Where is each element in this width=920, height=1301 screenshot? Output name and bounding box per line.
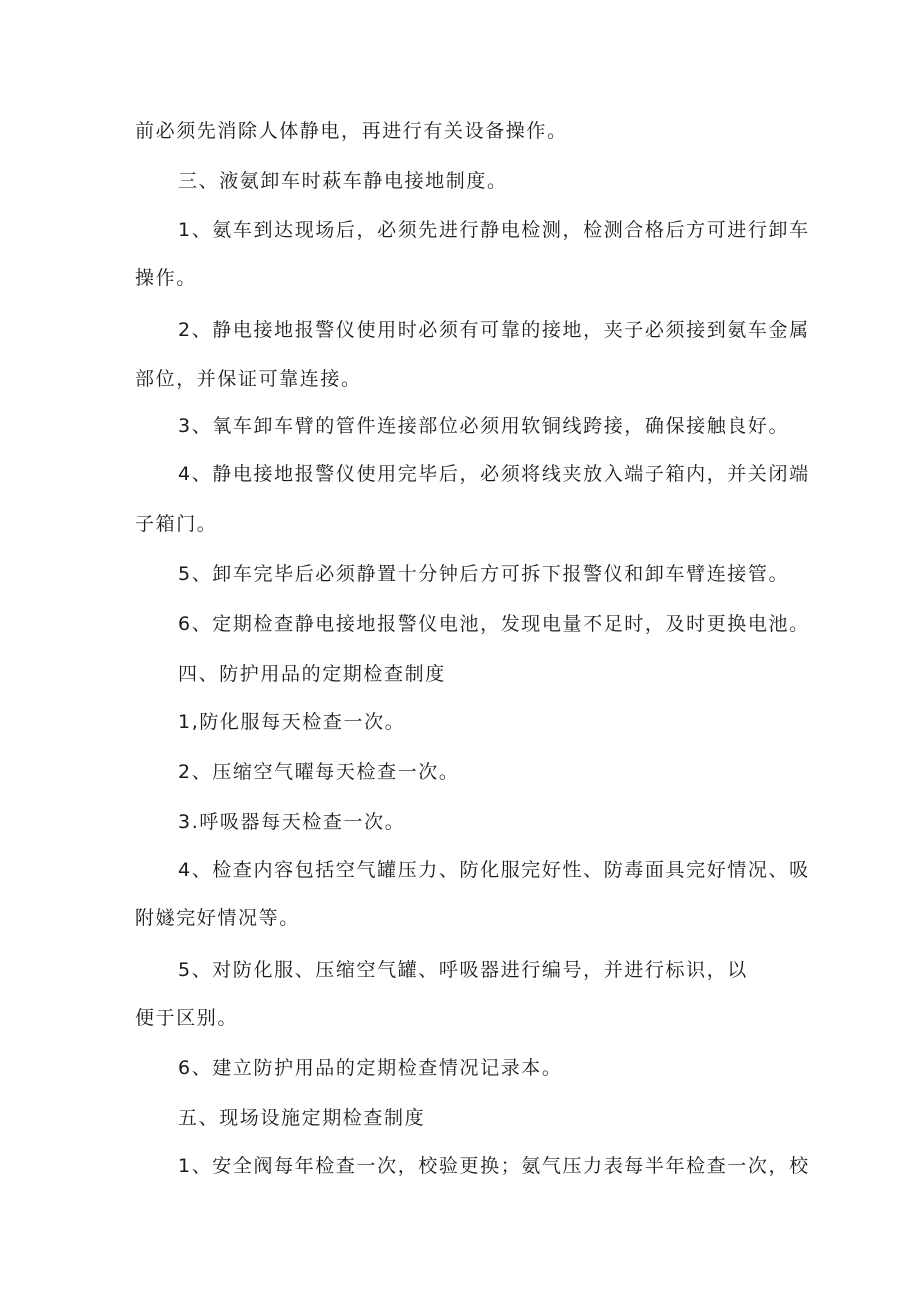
text-line: 2、静电接地报警仪使用时必须有可靠的接地，夹子必须接到氨车金属 <box>178 319 810 341</box>
text-line: 5、卸车完毕后必须静置十分钟后方可拆下报警仪和卸车臂连接管。 <box>178 563 790 585</box>
text-line: 1、氨车到达现场后，必须先进行静电检测，检测合格后方可进行卸车 <box>178 219 810 241</box>
text-line: 3、氧车卸车臂的管件连接部位必须用软铜线跨接，确保接触良好。 <box>178 415 790 437</box>
section-heading: 四、防护用品的定期检查制度 <box>178 663 446 685</box>
text-line: 5、对防化服、压缩空气罐、呼吸器进行编号，并进行标识，以 <box>178 959 748 981</box>
text-line: 附嬘完好情况等。 <box>135 907 300 929</box>
text-line: 前必须先消除人体静电，再进行有关设备操作。 <box>135 120 568 142</box>
text-line: 6、定期检查静电接地报警仪电池，发现电量不足时，及时更换电池。 <box>178 613 810 635</box>
text-line: 3.呼吸器每天检查一次。 <box>178 811 406 833</box>
text-line: 便于区别。 <box>135 1007 239 1029</box>
text-line: 6、建立防护用品的定期检查情况记录本。 <box>178 1057 563 1079</box>
text-line: 子箱门。 <box>135 513 218 535</box>
section-heading: 三、液氨卸车时萩车静电接地制度。 <box>178 170 508 192</box>
section-heading: 五、现场设施定期检查制度 <box>178 1107 426 1129</box>
text-line: 2、压缩空气曜每天检查一次。 <box>178 761 460 783</box>
text-line: 操作。 <box>135 267 197 289</box>
text-line: 部位，并保证可靠连接。 <box>135 368 362 390</box>
text-line: 4、检查内容包括空气罐压力、防化服完好性、防毒面具完好情况、吸 <box>178 859 810 881</box>
text-line: 1,防化服每天检查一次。 <box>178 711 406 733</box>
text-line: 1、安全阀每年检查一次，校验更换；氨气压力表每半年检查一次，校 <box>178 1155 810 1177</box>
text-line: 4、静电接地报警仪使用完毕后，必须将线夹放入端子箱内，并关闭端 <box>178 463 810 485</box>
